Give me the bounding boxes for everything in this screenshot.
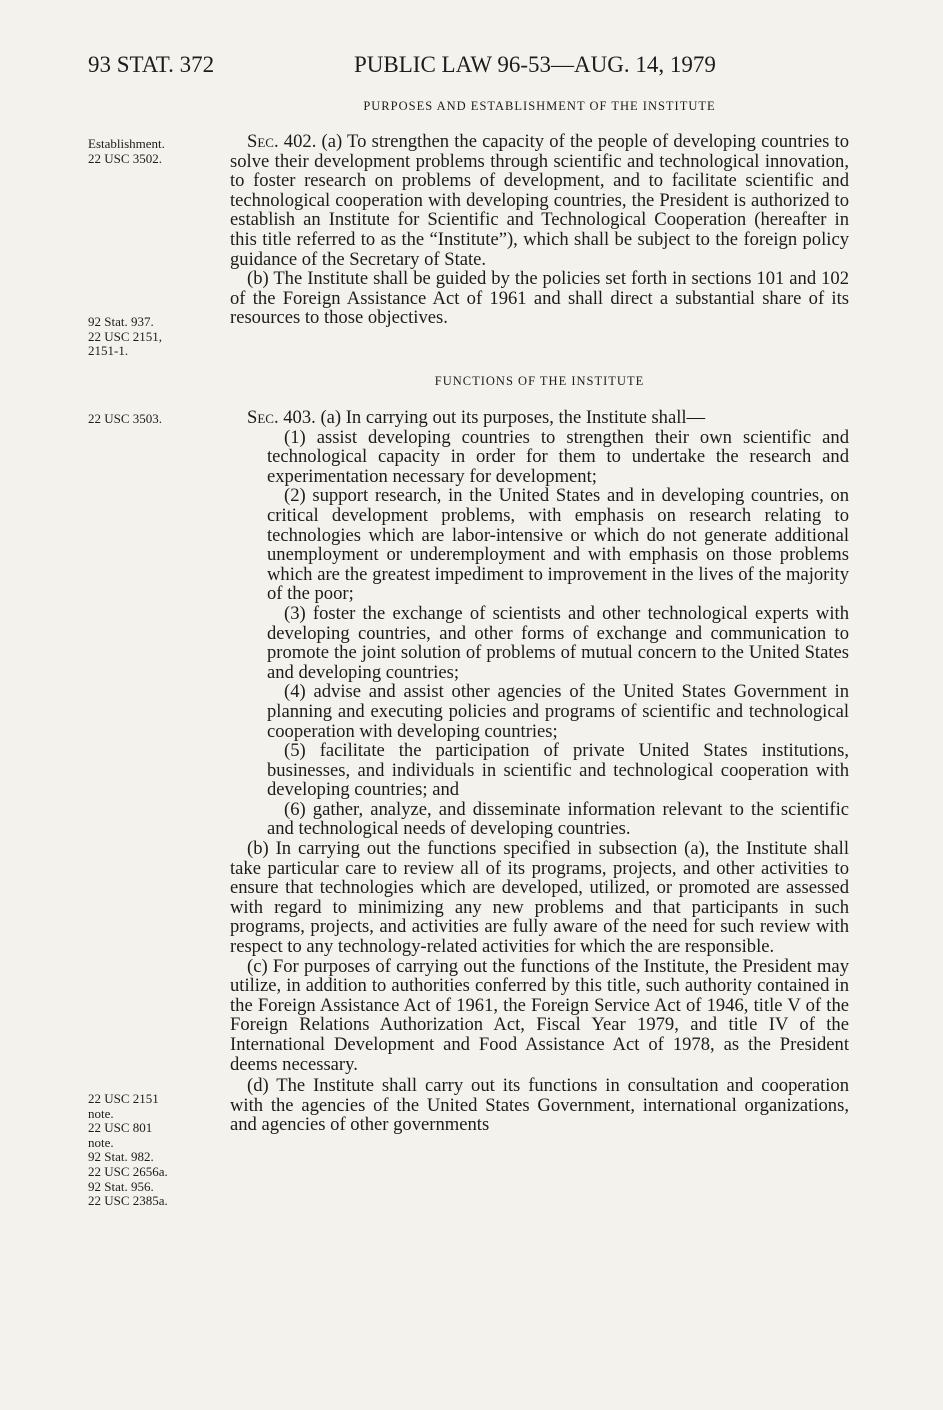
- margin-note-line: 92 Stat. 937.: [88, 314, 154, 329]
- margin-note-line: 22 USC 2151: [88, 1091, 159, 1106]
- list-item: (1) assist developing countries to strengthen their own scientific and technological capacity in order for them to undertake the research and experimentation necessary for development;: [267, 426, 849, 487]
- margin-note-authorities: [88, 1092, 208, 1209]
- margin-note-line: 2151-1.: [88, 343, 129, 359]
- margin-note-policy-refs: [88, 315, 208, 359]
- sec403-d: (d) The Institute shall carry out its functions in consultation and cooperation with the agencies of the United States Government, international organizations, and agencies of other governments: [230, 1075, 849, 1136]
- law-header: PUBLIC LAW 96-53—AUG. 14, 1979: [354, 52, 716, 77]
- list-item: (6) gather, analyze, and disseminate information relevant to the scientific and technological needs of developing countries.: [267, 798, 849, 840]
- margin-note-functions-ref: [88, 412, 208, 427]
- margin-note-establishment: [88, 137, 208, 166]
- margin-note-line: note.: [88, 1105, 114, 1121]
- margin-note-line: 22 USC 2385a.: [88, 1193, 168, 1209]
- sec-label: Sec.: [247, 131, 279, 152]
- sec402-b: (b) The Institute shall be guided by the policies set forth in sections 101 and 102 of the Foreign Assistance Act of 1961 and shall direct a substantial share of its resources to those objectives.: [230, 268, 849, 329]
- sec403-a-intro-text: 403. (a) In carrying out its purposes, the Institute shall—: [278, 407, 706, 428]
- margin-note-line: 22 USC 2656a.: [88, 1163, 168, 1179]
- margin-note-line: 22 USC 2151,: [88, 328, 163, 344]
- list-item: (2) support research, in the United States and in developing countries, on critical development problems, with emphasis on research relating to technologies which are labor-intensive or which do not generate additional unemployment or underemployment and with emphasis on those problems which are the greatest impediment to improvement in the lives of the majority of the poor;: [267, 485, 849, 605]
- margin-note-line: 92 Stat. 982.: [88, 1149, 154, 1165]
- list-item: (5) facilitate the participation of private United States institutions, businesses, and individuals in scientific and technological cooperation with developing countries; and: [267, 740, 849, 801]
- list-item: (4) advise and assist other agencies of the United States Government in planning and executing policies and programs of scientific and technological cooperation with developing countries;: [267, 681, 849, 742]
- section-402: [230, 132, 849, 328]
- sec402-a: [230, 132, 849, 269]
- margin-note-line: Establishment.: [88, 136, 165, 151]
- margin-note-line: 22 USC 801: [88, 1120, 153, 1136]
- sec403-a-intro: [230, 408, 849, 428]
- sec403-b: (b) In carrying out the functions specified in subsection (a), the Institute shall take particular care to review all of its programs, projects, and other activities to ensure that technologies which are developed, utilized, or promoted are assessed with regard to minimizing any new problems and that participants in such programs, projects, and activities are fully aware of the need for such review with respect to any technology-related activities for which the are responsible.: [230, 838, 849, 958]
- margin-note-line: 92 Stat. 956.: [88, 1178, 154, 1194]
- sec-label: Sec.: [247, 407, 279, 428]
- stat-page-number: 93 STAT. 372: [88, 52, 215, 77]
- margin-note-line: 22 USC 3502.: [88, 150, 163, 166]
- list-item: (3) foster the exchange of scientists and other technological experts with developing countries, and other forms of exchange and communication to promote the joint solution of problems of mutual concern to the United States and developing countries;: [267, 602, 849, 683]
- margin-note-line: 22 USC 3503.: [88, 411, 163, 426]
- margin-note-line: note.: [88, 1134, 114, 1150]
- heading-functions: FUNCTIONS OF THE INSTITUTE: [434, 374, 645, 388]
- sec402-a-text: 402. (a) To strengthen the capacity of the people of developing countries to solve their development problems through scientific and technological innovation, to foster research on problems of development, and to facilitate scientific and technological cooperation with developing countries, the President is authorized to establish an Institute for Scientific and Technological Cooperation (hereafter in this title referred to as the “Institute”), which shall be subject to the foreign policy guidance of the Secretary of State.: [230, 131, 849, 270]
- sec403-a-items: [230, 428, 849, 839]
- sec403-c: (c) For purposes of carrying out the functions of the Institute, the President may utilize, in addition to authorities conferred by this title, such authority contained in the Foreign Assistance Act of 1961, the Foreign Service Act of 1946, title V of the Foreign Relations Authorization Act, Fiscal Year 1979, and title IV of the International Development and Food Assistance Act of 1978, as the President deems necessary.: [230, 955, 849, 1075]
- heading-purposes: PURPOSES AND ESTABLISHMENT OF THE INSTITUTE: [363, 99, 716, 113]
- section-403: [230, 408, 849, 1135]
